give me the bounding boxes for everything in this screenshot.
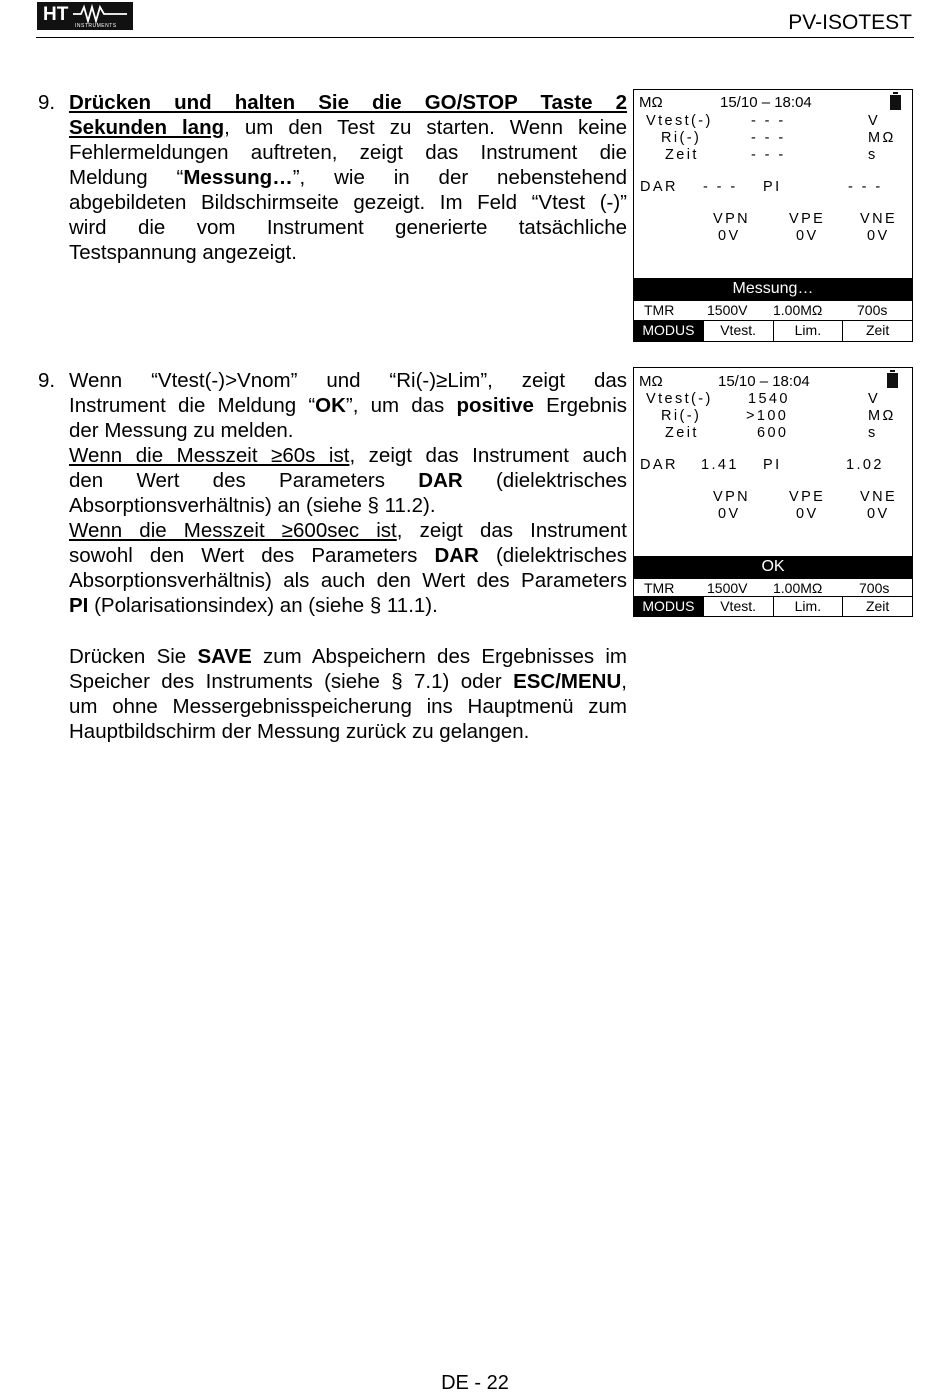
- logo-text: HT: [43, 4, 69, 25]
- tmr-time: 700s: [859, 580, 890, 596]
- step2-line: Instrument die Meldung “OK”, um das positive Ergebnis: [69, 394, 627, 417]
- test-settings-row: [634, 578, 912, 598]
- step2-line: PI (Polarisationsindex) an (siehe § 11.1).: [69, 594, 438, 617]
- tmr-label: TMR: [644, 580, 675, 596]
- instrument-screen-measuring: [633, 89, 913, 342]
- pi-value: - - -: [848, 179, 883, 195]
- ri-label: Ri(-): [661, 130, 702, 146]
- time-label: Zeit: [665, 147, 699, 163]
- ht-logo: [37, 2, 133, 30]
- softkey-lim[interactable]: Lim.: [773, 597, 843, 616]
- step1-line: Sekunden lang, um den Test zu starten. Wenn keine: [69, 116, 627, 139]
- step2-line: Absorptionsverhältnis) als auch den Wert des Parameters: [69, 569, 627, 592]
- battery-icon: [887, 373, 898, 388]
- vtest-unit: V: [868, 113, 881, 129]
- tmr-time: 700s: [857, 302, 888, 318]
- vpn-value: 0V: [718, 228, 741, 244]
- datetime: 15/10 – 18:04: [718, 373, 810, 390]
- page-number: DE - 22: [441, 1372, 509, 1394]
- softkey-vtest[interactable]: Vtest.: [703, 321, 773, 341]
- time-label: Zeit: [665, 425, 699, 441]
- ri-unit: MΩ: [868, 408, 896, 424]
- dar-value: 1.41: [701, 457, 739, 473]
- step-number: 9.: [38, 91, 56, 114]
- step2-paragraph: [69, 368, 627, 618]
- dar-value: - - -: [703, 179, 738, 195]
- step1-line: Meldung “Messung…”, wie in der nebenstehend: [69, 166, 627, 189]
- save-line: Speicher des Instruments (siehe § 7.1) oder ESC/MENU,: [69, 670, 627, 693]
- step1-line: Testspannung angezeigt.: [69, 241, 297, 264]
- vne-value: 0V: [867, 506, 890, 522]
- vpn-label: VPN: [713, 489, 751, 505]
- dar-label: DAR: [640, 179, 678, 195]
- softkey-bar: [634, 320, 912, 341]
- battery-icon: [890, 95, 901, 110]
- softkey-modus[interactable]: MODUS: [634, 597, 703, 616]
- instrument-screen-result-ok: [633, 367, 913, 617]
- test-settings-row: [634, 300, 912, 320]
- pi-label: PI: [763, 179, 782, 195]
- softkey-bar: [634, 596, 912, 616]
- vtest-label: Vtest(-): [646, 113, 713, 129]
- step2-line: sowohl den Wert des Parameters DAR (dielektrisches: [69, 544, 627, 567]
- vne-label: VNE: [860, 489, 898, 505]
- vpe-label: VPE: [789, 211, 826, 227]
- unit-label: MΩ: [639, 94, 663, 111]
- step1-line: wird die vom Instrument generierte tatsächliche: [69, 216, 627, 239]
- unit-label: MΩ: [639, 373, 663, 390]
- tmr-limit: 1.00MΩ: [773, 580, 823, 596]
- pi-label: PI: [763, 457, 782, 473]
- ri-unit: MΩ: [868, 130, 896, 146]
- tmr-voltage: 1500V: [707, 580, 748, 596]
- status-message: Messung…: [634, 278, 912, 300]
- step-number: 9.: [38, 369, 56, 392]
- time-unit: s: [868, 425, 878, 441]
- tmr-label: TMR: [644, 302, 675, 318]
- vpe-value: 0V: [796, 228, 819, 244]
- vpn-label: VPN: [713, 211, 751, 227]
- save-line: um ohne Messergebnisspeicherung ins Hauptmenü zum: [69, 695, 627, 718]
- vtest-value: - - -: [751, 113, 786, 129]
- vne-label: VNE: [860, 211, 898, 227]
- pi-value: 1.02: [846, 457, 884, 473]
- dar-label: DAR: [640, 457, 678, 473]
- vtest-label: Vtest(-): [646, 391, 713, 407]
- softkey-lim[interactable]: Lim.: [773, 321, 843, 341]
- vpe-label: VPE: [789, 489, 826, 505]
- datetime: 15/10 – 18:04: [720, 94, 812, 111]
- save-line: Hauptbildschirm der Messung zurück zu gelangen.: [69, 720, 530, 743]
- step2-line: den Wert des Parameters DAR (dielektrisches: [69, 469, 627, 492]
- softkey-zeit[interactable]: Zeit: [842, 597, 912, 616]
- time-unit: s: [868, 147, 878, 163]
- vne-value: 0V: [867, 228, 890, 244]
- status-message: OK: [634, 556, 912, 578]
- softkey-zeit[interactable]: Zeit: [842, 321, 912, 341]
- step1-paragraph: [69, 90, 627, 265]
- step2-line: Wenn “Vtest(-)>Vnom” und “Ri(-)≥Lim”, zeigt das: [69, 369, 627, 392]
- vpn-value: 0V: [718, 506, 741, 522]
- step2-line: Wenn die Messzeit ≥60s ist, zeigt das Instrument auch: [69, 444, 627, 467]
- logo-subtext: INSTRUMENTS: [75, 23, 117, 29]
- ri-value: >100: [746, 408, 789, 424]
- step1-line: Fehlermeldungen auftreten, zeigt das Instrument die: [69, 141, 627, 164]
- softkey-modus[interactable]: MODUS: [634, 321, 703, 341]
- step2-line: Absorptionsverhältnis) an (siehe § 11.2).: [69, 494, 436, 517]
- vtest-unit: V: [868, 391, 881, 407]
- step2-line: der Messung zu melden.: [69, 419, 294, 442]
- softkey-vtest[interactable]: Vtest.: [703, 597, 773, 616]
- step1-line: abgebildeten Bildschirmseite gezeigt. Im Feld “Vtest (-)”: [69, 191, 627, 214]
- vtest-value: 1540: [748, 391, 790, 407]
- tmr-limit: 1.00MΩ: [773, 302, 823, 318]
- step2-line: Wenn die Messzeit ≥600sec ist, zeigt das Instrument: [69, 519, 627, 542]
- time-value: - - -: [751, 147, 786, 163]
- save-instructions-paragraph: [69, 644, 627, 744]
- time-value: 600: [757, 425, 789, 441]
- step1-line: Drücken und halten Sie die GO/STOP Taste 2: [69, 91, 627, 114]
- save-line: Drücken Sie SAVE zum Abspeichern des Ergebnisses im: [69, 645, 628, 668]
- header-divider: [36, 37, 914, 38]
- tmr-voltage: 1500V: [707, 302, 748, 318]
- document-title: PV-ISOTEST: [788, 11, 912, 34]
- ri-label: Ri(-): [661, 408, 702, 424]
- ri-value: - - -: [751, 130, 786, 146]
- vpe-value: 0V: [796, 506, 819, 522]
